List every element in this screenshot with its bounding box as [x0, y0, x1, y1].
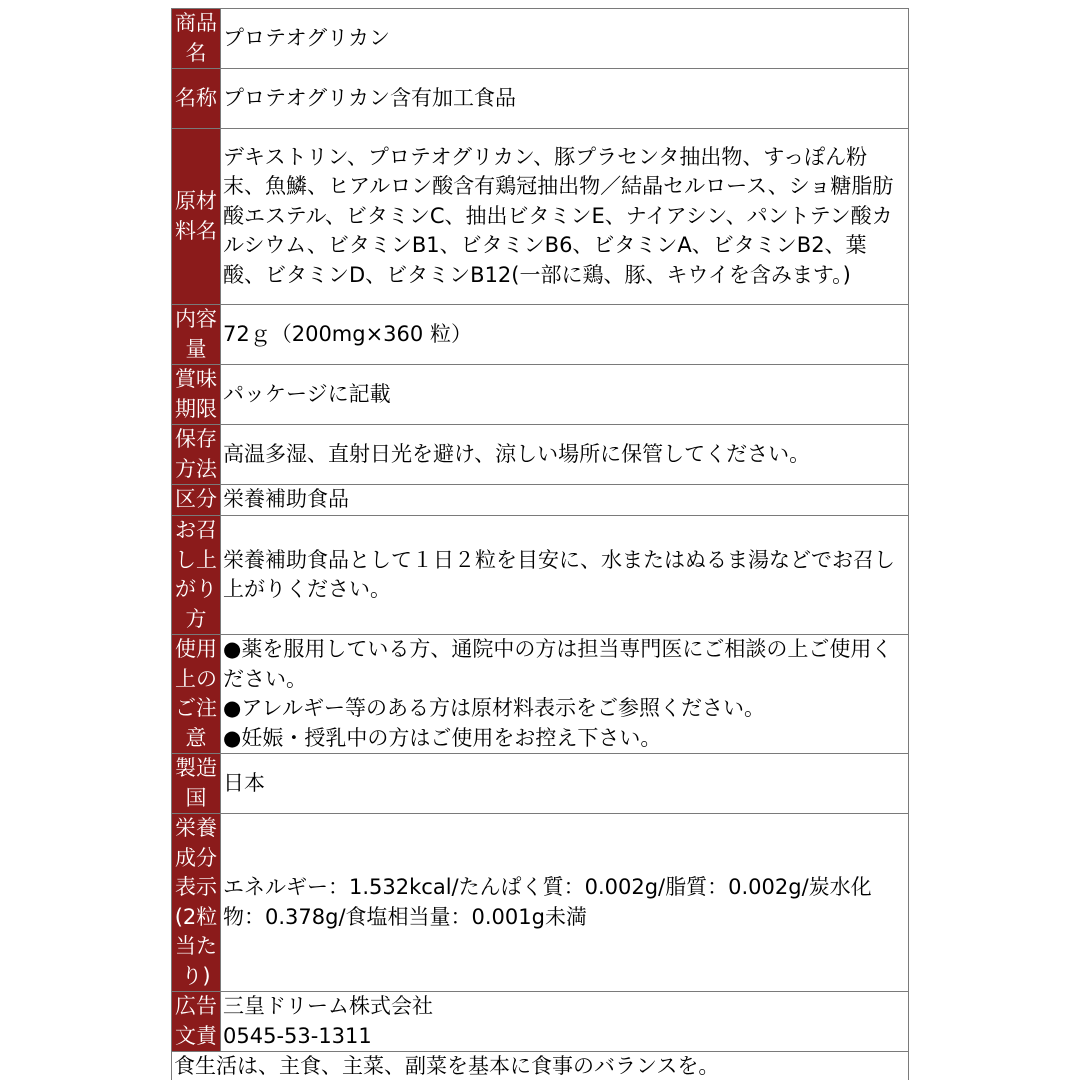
value-line: 栄養補助食品 [223, 487, 349, 512]
label-best-before: 賞味期限 [172, 365, 221, 425]
row-nutrition [172, 814, 909, 992]
label-product-name: 商品名 [172, 9, 221, 69]
label-country: 製造国 [172, 754, 221, 814]
value-contents [221, 305, 909, 365]
value-country [221, 754, 909, 814]
row-category [172, 485, 909, 516]
row-country [172, 754, 909, 814]
precaution-item: ●アレルギー等のある方は原材料表示をご参照ください。 [223, 696, 765, 720]
value-category [221, 485, 909, 516]
precaution-item: ●薬を服用している方、通院中の方は担当専門医にご相談の上ご使用ください。 [223, 637, 893, 691]
value-line: パッケージに記載 [223, 381, 391, 406]
label-advertiser: 広告文責 [172, 992, 221, 1052]
value-line: 72ｇ（200mg×360 粒） [223, 321, 472, 346]
label-name: 名称 [172, 69, 221, 129]
advertiser-company: 三皇ドリーム株式会社 [223, 994, 433, 1018]
value-line: プロテオグリカン含有加工食品 [223, 85, 516, 110]
value-directions [221, 516, 909, 635]
label-storage: 保存方法 [172, 425, 221, 485]
label-nutrition: 栄養成分表示(2粒当たり) [172, 814, 221, 992]
row-precautions [172, 635, 909, 754]
footer-note: 食生活は、主食、主菜、副菜を基本に食事のバランスを。 [172, 1052, 909, 1080]
value-ingredients [221, 129, 909, 305]
row-advertiser [172, 992, 909, 1052]
value-line: 高温多湿、直射日光を避け、涼しい場所に保管してください。 [223, 441, 811, 466]
product-spec-table [171, 8, 909, 1080]
value-best-before [221, 365, 909, 425]
row-storage [172, 425, 909, 485]
value-line: 日本 [223, 770, 265, 795]
value-product-name [221, 9, 909, 69]
value-advertiser [221, 992, 909, 1052]
label-precautions: 使用上のご注意 [172, 635, 221, 754]
precaution-item: ●妊娠・授乳中の方はご使用をお控え下さい。 [223, 725, 662, 750]
label-directions: お召し上がり方 [172, 516, 221, 635]
row-ingredients [172, 129, 909, 305]
row-directions [172, 516, 909, 635]
value-line: プロテオグリカン [223, 25, 390, 50]
label-contents: 内容量 [172, 305, 221, 365]
advertiser-phone: 0545-53-1311 [223, 1023, 372, 1048]
label-category: 区分 [172, 485, 221, 516]
value-line: エネルギー：1.532kcal/たんぱく質：0.002g/脂質：0.002g/炭水化物：0.378g/食塩相当量：0.001g未満 [223, 875, 872, 929]
value-nutrition [221, 814, 909, 992]
value-line: デキストリン、プロテオグリカン、豚プラセンタ抽出物、すっぽん粉末、魚鱗、ヒアルロン酸含有鶏冠抽出物／結晶セルロース、ショ糖脂肪酸エステル、ビタミンC、抽出ビタミンE、ナイアシン、パントテン酸カルシウム、ビタミンB1、ビタミンB6、ビタミンA、ビタミンB2、葉酸、ビタミンD、ビタミンB12(一部に鶏、豚、キウイを含みます。) [223, 144, 894, 287]
row-name [172, 69, 909, 129]
value-line: 栄養補助食品として１日２粒を目安に、水またはぬるま湯などでお召し上がりください。 [223, 547, 895, 601]
label-ingredients: 原材料名 [172, 129, 221, 305]
value-storage [221, 425, 909, 485]
row-contents [172, 305, 909, 365]
row-product-name [172, 9, 909, 69]
row-footer [172, 1052, 909, 1080]
value-precautions [221, 635, 909, 754]
value-name [221, 69, 909, 129]
row-best-before [172, 365, 909, 425]
